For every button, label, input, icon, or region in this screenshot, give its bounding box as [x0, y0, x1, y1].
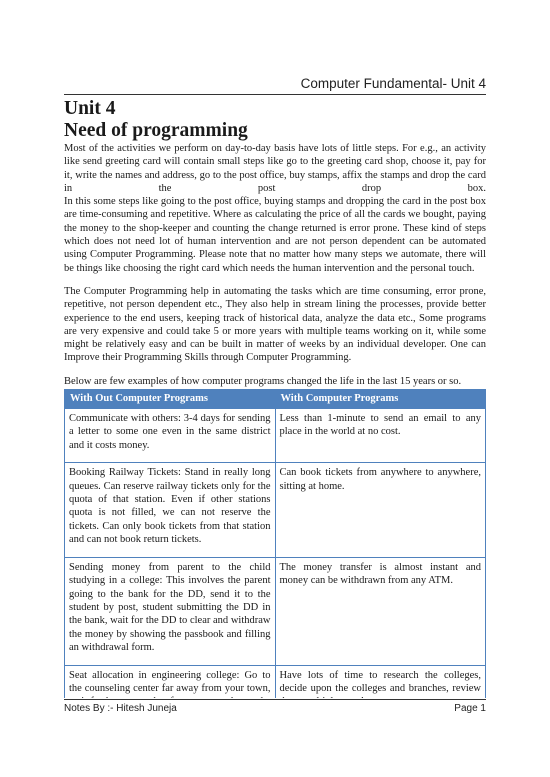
content — [64, 98, 486, 698]
table-header-cell: With Out Computer Programs — [65, 390, 276, 409]
table-cell: Communicate with others: 3-4 days for sending a letter to some one even in the same district and it costs money. — [65, 409, 276, 463]
table-cell: Sending money from parent to the child studying in a college: This involves the parent going to the bank for the DD, send it to the student by post, student submitting the DD in the bank, wait for the DD to clear and withdraw the money by showing the passbook and filling an withdrawal form. — [65, 557, 276, 665]
table-cell: Have lots of time to research the colleges, decide upon the colleges and branches, review — [275, 665, 486, 698]
section-heading: Need of programming — [64, 120, 248, 141]
table-cell: Less than 1-minute to send an email to any place in the world at no cost. — [275, 409, 486, 463]
paragraph-1a: Most of the activities we perform on day-to-day basis have lots of little steps. For e.g., an activity like send greeting card will contain small steps like go to the greeting card shop, choose it, pay for it, write the names and address, go to the post office, buy stamps, affix the stamps and drop the card in the post drop box. — [64, 143, 486, 194]
page-number: Page 1 — [454, 703, 486, 714]
paragraph-3: Below are few examples of how computer programs changed the life in the last 15 years or so. — [64, 375, 462, 387]
table-cell: Can book tickets from anywhere to anywhere, sitting at home. — [275, 463, 486, 557]
paragraph-1b: In this some steps like going to the post office, buying stamps and dropping the card in the post box are time-consuming and repetitive. Where as calculating the price of all the cards we bought, paying the money to the shop-keeper and counting the change returned is error prone. These kind of steps which does not need lot of human intervention and are not person dependent can be automated using Computer Programming. Please note that no matter how many steps we automate, there will be things like choosing the right card which needs the human intervention and the personal touch. — [64, 196, 486, 274]
page-header: Computer Fundamental- Unit 4 — [300, 76, 486, 91]
table-header-row — [65, 390, 486, 409]
comparison-table — [64, 389, 486, 698]
table-cell: The money transfer is almost instant and money can be withdrawn from any ATM. — [275, 557, 486, 665]
page-footer — [64, 703, 486, 719]
table-header-cell: With Computer Programs — [275, 390, 486, 409]
table-cell: Seat allocation in engineering college: Go to the counseling center far away from your town, — [65, 665, 276, 698]
footer-author: Notes By :- Hitesh Juneja — [64, 703, 177, 714]
table-cell: Booking Railway Tickets: Stand in really long queues. Can reserve railway tickets only for the quota of that station. Even if other stations quota is not filled, we can not reserve the tickets. Can only book tickets from that station and can not book return tickets. — [65, 463, 276, 557]
table-row — [65, 665, 486, 698]
table-row — [65, 557, 486, 665]
table-row — [65, 463, 486, 557]
paragraph-2: The Computer Programming help in automating the tasks which are time consuming, error prone, repetitive, not person dependent etc., They also help in stream lining the processes, provide better experience to the end users, keeping track of historical data, analyze the data etc., Some programs are very expensive and could take 5 or more years with multiple teams working on it, while some might be relatively easy and can be built in matter of weeks by an individual developer. One can Improve their Programming Skills through Computer Programming. — [64, 285, 486, 364]
table-row — [65, 409, 486, 463]
footer-rule — [64, 699, 486, 700]
unit-heading: Unit 4 — [64, 98, 116, 119]
